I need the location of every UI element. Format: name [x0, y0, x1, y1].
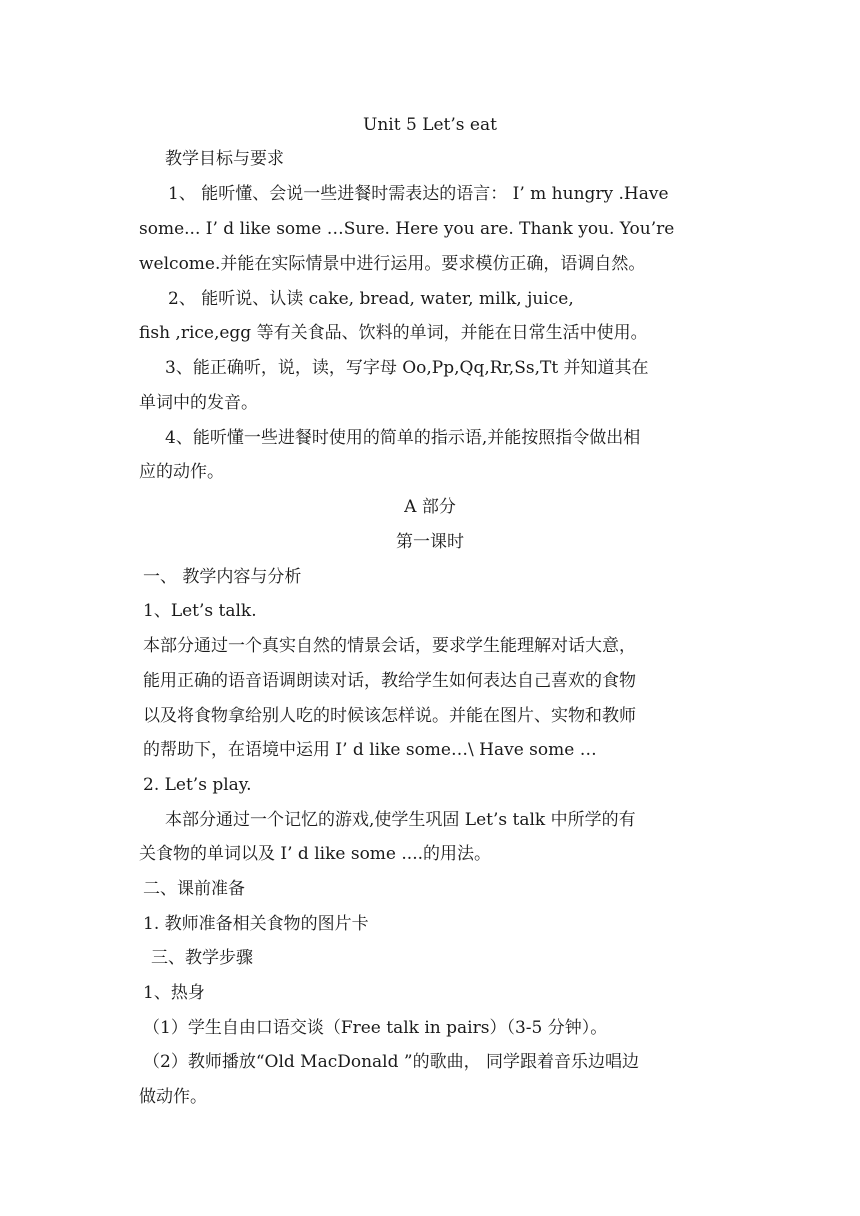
- goal-2-line-2: fish ,rice,egg 等有关食品、饮料的单词，并能在日常生活中使用。: [139, 323, 648, 343]
- warmup-step-2-line-2: 做动作。: [139, 1087, 207, 1107]
- lets-play-heading: 2. Let’s play.: [143, 775, 252, 795]
- goal-4-line-1: 4、能听懂一些进餐时使用的简单的指示语,并能按照指令做出相: [165, 428, 641, 448]
- goal-2-line-1: 2、 能听说、认读 cake, bread, water, milk, juice,: [168, 289, 574, 309]
- document-title: Unit 5 Let’s eat: [363, 115, 497, 135]
- preparation-item: 1. 教师准备相关食物的图片卡: [143, 914, 369, 934]
- section-1-heading: 一、 教学内容与分析: [143, 567, 302, 587]
- goal-1-line-1: 1、 能听懂、会说一些进餐时需表达的语言： I’ m hungry .Have: [168, 184, 669, 204]
- lets-play-line-2: 关食物的单词以及 I’ d like some ....的用法。: [139, 844, 492, 864]
- goals-heading: 教学目标与要求: [165, 149, 284, 169]
- warmup-step-2-line-1: （2）教师播放“Old MacDonald ”的歌曲， 同学跟着音乐边唱边: [143, 1052, 639, 1072]
- section-3-heading: 三、教学步骤: [151, 948, 253, 968]
- lets-talk-line-1: 本部分通过一个真实自然的情景会话，要求学生能理解对话大意，: [143, 636, 636, 656]
- warmup-step-1: （1）学生自由口语交谈（Free talk in pairs）（3-5 分钟）。: [143, 1018, 608, 1038]
- section-2-heading: 二、课前准备: [143, 879, 245, 899]
- part-heading: A 部分: [404, 497, 456, 517]
- lets-talk-heading: 1、Let’s talk.: [143, 601, 257, 621]
- goal-3-line-1: 3、能正确听，说，读，写字母 Oo,Pp,Qq,Rr,Ss,Tt 并知道其在: [165, 358, 649, 378]
- lets-talk-line-3: 以及将食物拿给别人吃的时候该怎样说。并能在图片、实物和教师: [143, 706, 636, 726]
- lets-play-line-1: 本部分通过一个记忆的游戏,使学生巩固 Let’s talk 中所学的有: [165, 810, 636, 830]
- goal-1-line-3: welcome.并能在实际情景中进行运用。要求模仿正确，语调自然。: [139, 254, 646, 274]
- goal-1-line-2: some... I’ d like some …Sure. Here you are. Thank you. You’re: [139, 219, 675, 239]
- goal-3-line-2: 单词中的发音。: [139, 393, 258, 413]
- goal-4-line-2: 应的动作。: [139, 462, 224, 482]
- lets-talk-line-4: 的帮助下，在语境中运用 I’ d like some…\ Have some …: [143, 740, 597, 760]
- lets-talk-line-2: 能用正确的语音语调朗读对话，教给学生如何表达自己喜欢的食物: [143, 671, 636, 691]
- warmup-heading: 1、热身: [143, 983, 205, 1003]
- lesson-heading: 第一课时: [396, 532, 464, 552]
